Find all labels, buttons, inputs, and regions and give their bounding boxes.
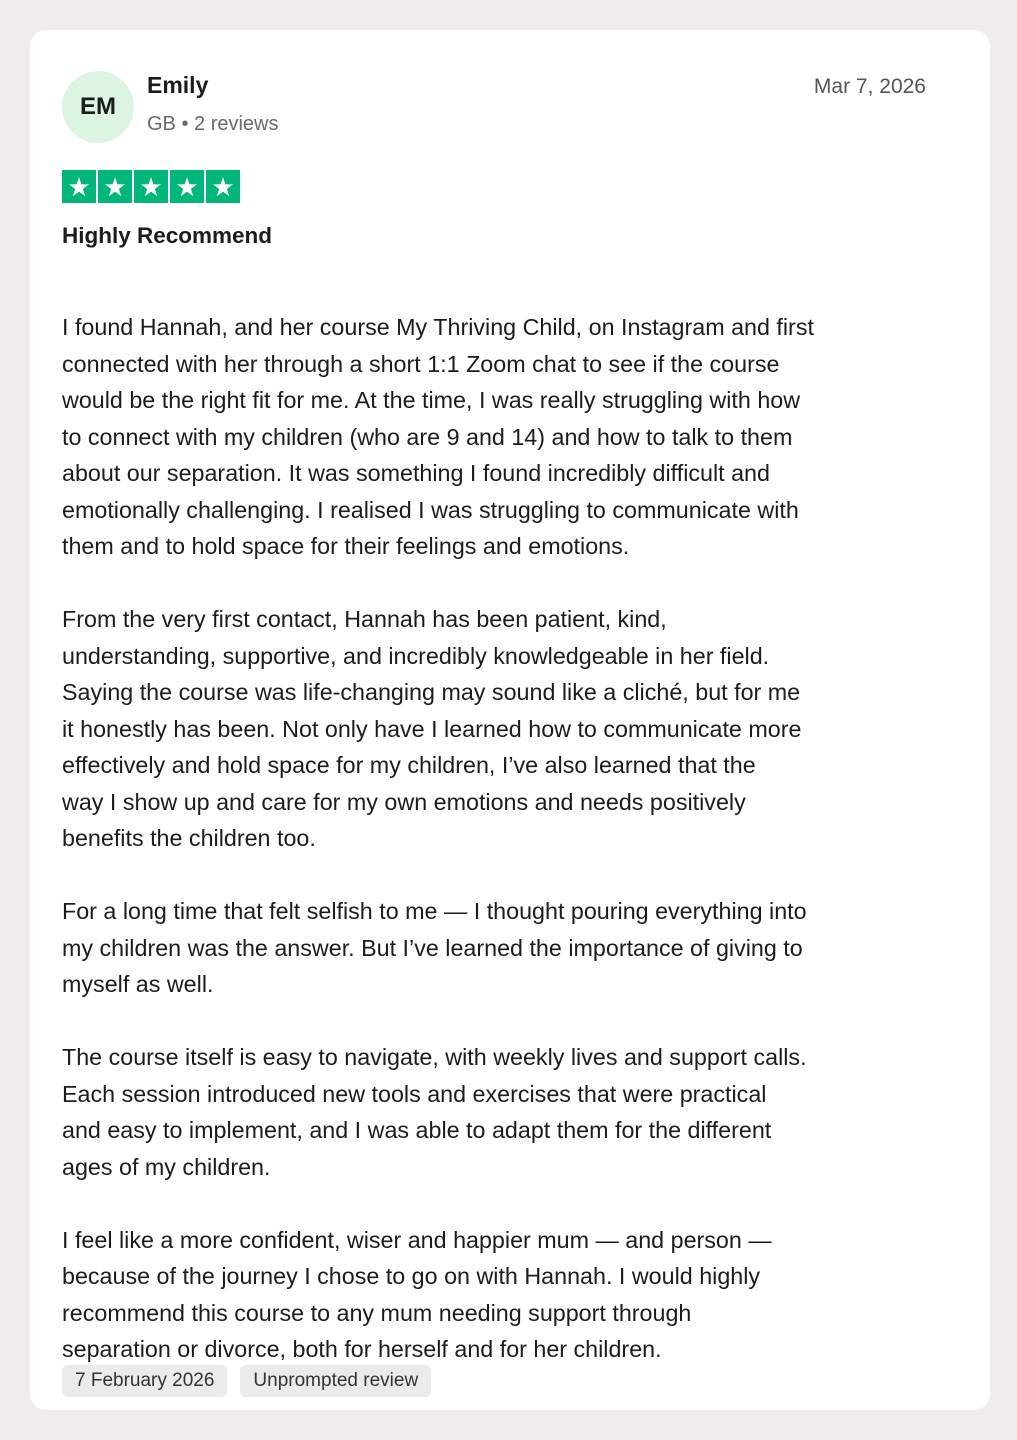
review-text-line: understanding, supportive, and incredibly knowledgeable in her field. [62, 642, 770, 669]
review-text-line: and easy to implement, and I was able to adapt them for the different [62, 1117, 772, 1143]
review-text-line: I feel like a more confident, wiser and happier mum — and person — [62, 1226, 772, 1253]
review-text-line: about our separation. It was something I found incredibly difficult and [62, 460, 770, 486]
review-text-line: to connect with my children (who are 9 and 14) and how to talk to them [62, 423, 793, 450]
review-body [62, 309, 942, 1404]
review-text-line: From the very first contact, Hannah has been patient, kind, [62, 606, 667, 632]
review-text-line: ages of my children. [62, 1153, 271, 1180]
experience-date-tag: 7 February 2026 [62, 1365, 227, 1397]
review-text-line: them and to hold space for their feelings and emotions. [62, 533, 630, 559]
avatar: EM [62, 71, 134, 143]
review-text-line: connected with her through a short 1:1 Zoom chat to see if the course [62, 350, 780, 377]
star-icon: ★ [170, 170, 204, 203]
star-icon: ★ [62, 170, 96, 203]
star-icon: ★ [134, 170, 168, 203]
review-title: Highly Recommend [62, 223, 273, 248]
review-paragraph [62, 1222, 942, 1368]
reviewer-meta: GB • 2 reviews [147, 113, 279, 135]
review-text-line: because of the journey I chose to go on with Hannah. I would highly [62, 1263, 761, 1289]
review-date: Mar 7, 2026 [813, 75, 926, 98]
review-text-line: The course itself is easy to navigate, with weekly lives and support calls. [62, 1044, 807, 1070]
star-icon: ★ [98, 170, 132, 203]
review-paragraph [62, 309, 942, 565]
review-text-line: For a long time that felt selfish to me — I thought pouring everything into [62, 898, 807, 924]
star-rating [62, 170, 240, 203]
review-text-line: I found Hannah, and her course My Thriving Child, on Instagram and first [62, 314, 814, 340]
review-text-line: would be the right fit for me. At the time, I was really struggling with how [62, 387, 801, 413]
review-paragraph [62, 1039, 942, 1185]
star-icon: ★ [206, 170, 240, 203]
reviewer-name[interactable]: Emily [147, 72, 209, 98]
review-text-line: effectively and hold space for my children, I’ve also learned that the [62, 752, 756, 778]
review-text-line: way I show up and care for my own emotions and needs positively [62, 788, 746, 815]
review-paragraph [62, 893, 942, 1003]
review-text-line: recommend this course to any mum needing support through [62, 1299, 692, 1326]
unprompted-review-tag[interactable]: Unprompted review [240, 1365, 431, 1397]
review-text-line: separation or divorce, both for herself and for her children. [62, 1336, 662, 1362]
review-text-line: benefits the children too. [62, 825, 316, 851]
review-text-line: it honestly has been. Not only have I learned how to communicate more [62, 715, 802, 742]
review-card [30, 30, 990, 1410]
review-text-line: my children was the answer. But I’ve learned the importance of giving to [62, 934, 803, 961]
review-text-line: emotionally challenging. I realised I was struggling to communicate with [62, 496, 799, 523]
review-tags [62, 1365, 431, 1397]
review-text-line: Saying the course was life-changing may sound like a cliché, but for me [62, 679, 801, 705]
review-text-line: Each session introduced new tools and exercises that were practical [62, 1080, 767, 1107]
review-text-line: myself as well. [62, 971, 214, 997]
review-paragraph [62, 601, 942, 857]
